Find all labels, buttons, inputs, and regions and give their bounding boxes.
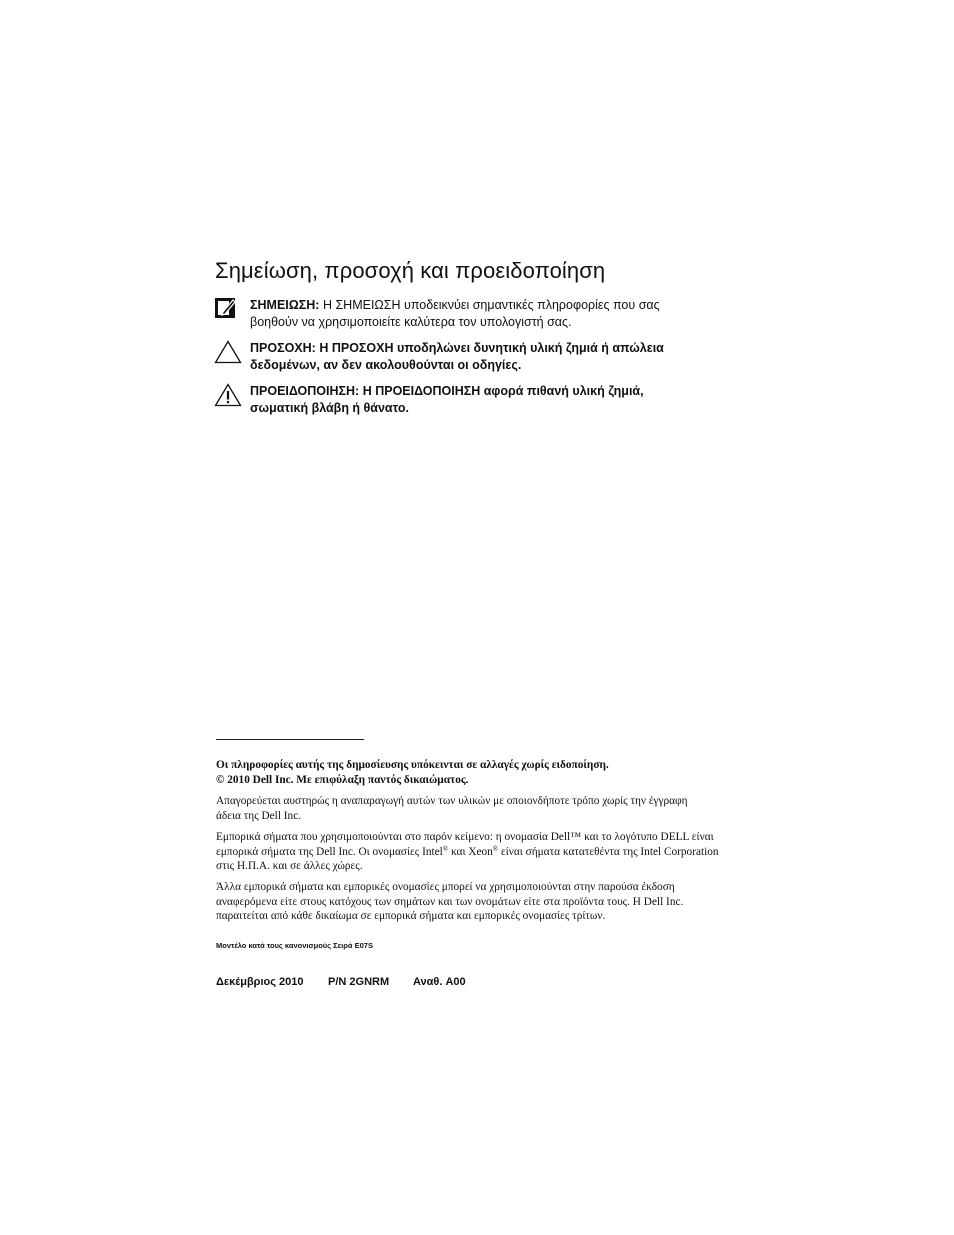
caution-text <box>250 340 700 374</box>
caution-triangle-icon <box>214 340 242 366</box>
subject-to-change-text: Οι πληροφορίες αυτής της δημοσίευσης υπόκεινται σε αλλαγές χωρίς ειδοποίηση. <box>216 759 609 771</box>
note-text <box>250 297 700 331</box>
part-number: P/N 2GNRM <box>328 976 390 988</box>
trademarks-paragraph <box>216 830 721 874</box>
note-label: ΣΗΜΕΙΩΣΗ: <box>250 298 320 312</box>
copyright-text: © 2010 Dell Inc. Με επιφύλαξη παντός δικαιώματος. <box>216 773 469 786</box>
caution-label: ΠΡΟΣΟΧΗ: <box>250 341 316 355</box>
publication-date: Δεκέμβριος 2010 <box>216 976 304 988</box>
warning-triangle-icon <box>214 383 242 409</box>
warning-text <box>250 383 700 417</box>
caution-body: Η ΠΡΟΣΟΧΗ υποδηλώνει δυνητική υλική ζημιά ή απώλεια δεδομένων, αν δεν ακολουθούνται οι οδηγίες. <box>250 341 664 372</box>
registered-mark-xeon: ® <box>492 844 499 853</box>
registered-mark-intel: ® <box>442 844 449 853</box>
trademarks-text-c: είναι σήματα κατατεθέντα της Intel Corporation στις Η.Π.Α. και σε άλλες χώρες. <box>216 845 719 872</box>
revision: Αναθ. A00 <box>413 976 466 988</box>
note-body: Η ΣΗΜΕΙΩΣΗ υποδεικνύει σημαντικές πληροφορίες που σας βοηθούν να χρησιμοποιείτε καλύτερα τον υπολογιστή σας. <box>250 298 660 329</box>
publication-footer <box>216 976 466 988</box>
trademarks-text-a: Εμπορικά σήματα που χρησιμοποιούνται στο παρόν κείμενο: η ονομασία Dell™ και το λογότυπο DELL είναι εμπορικά σήματα της Dell Inc. Οι ονομασίες Intel <box>216 831 714 858</box>
other-marks-paragraph: Άλλα εμπορικά σήματα και εμπορικές ονομασίες μπορεί να χρησιμοποιούνται στην παρούσα έκδοση αναφερόμενα είτε στους κατόχους των σημάτων και των ονομάτων είτε στα προϊόντα τους. Η Dell Inc. παραιτείται από κάθε δικαίωμα σε εμπορικά σήματα και εμπορικές ονομασίες τρίτων. <box>216 881 684 922</box>
pencil-note-icon <box>214 297 242 323</box>
trademarks-text-b: και Xeon <box>448 845 493 858</box>
page-title: Σημείωση, προσοχή και προειδοποίηση <box>215 258 606 283</box>
divider <box>216 739 364 740</box>
warning-body: Η ΠΡΟΕΙΔΟΠΟΙΗΣΗ αφορά πιθανή υλική ζημιά, σωματική βλάβη ή θάνατο. <box>250 384 644 415</box>
subject-to-change-notice <box>216 758 726 787</box>
reproduction-paragraph: Απαγορεύεται αυστηρώς η αναπαραγωγή αυτών των υλικών με οποιονδήποτε τρόπο χωρίς την έγγραφη άδεια της Dell Inc. <box>216 795 688 822</box>
warning-label: ΠΡΟΕΙΔΟΠΟΙΗΣΗ: <box>250 384 360 398</box>
regulatory-model: Μοντέλο κατά τους κανονισμούς Σειρά E07S <box>216 941 373 950</box>
